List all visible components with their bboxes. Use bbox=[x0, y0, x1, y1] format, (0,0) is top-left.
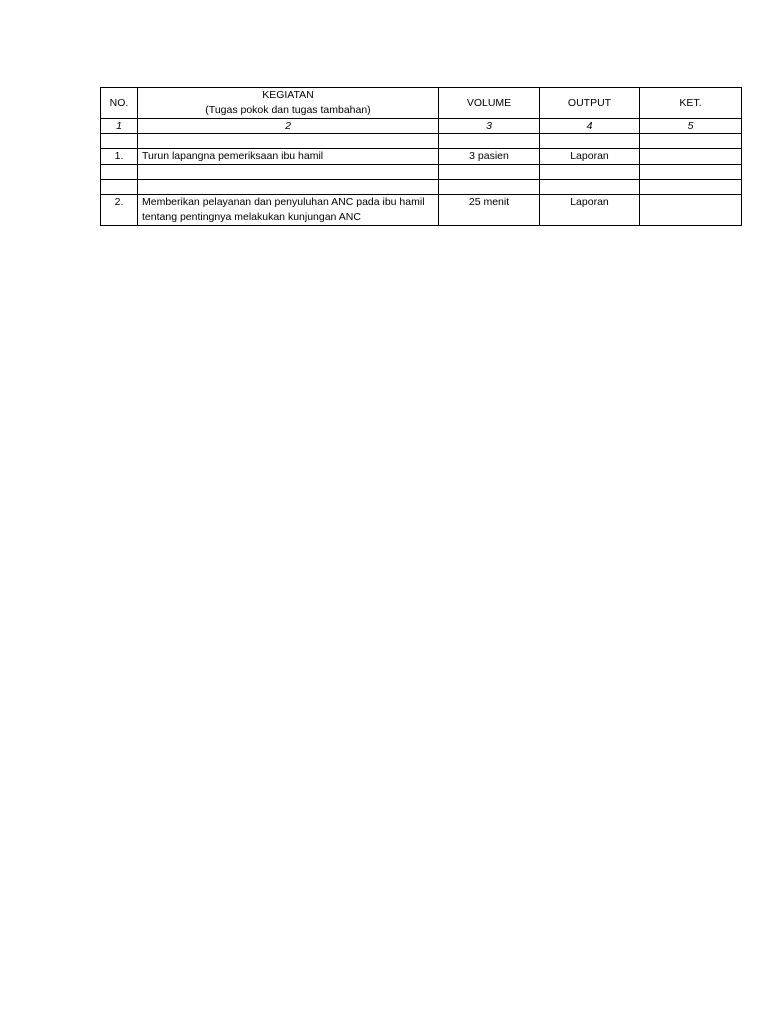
empty-row bbox=[101, 165, 742, 180]
column-number: 4 bbox=[540, 119, 640, 134]
column-number-row bbox=[101, 119, 742, 134]
empty-row bbox=[101, 134, 742, 149]
empty-cell bbox=[138, 165, 439, 180]
empty-row bbox=[101, 180, 742, 195]
empty-cell bbox=[540, 180, 640, 195]
header-kegiatan-title: KEGIATAN bbox=[262, 89, 314, 101]
row-ket bbox=[640, 149, 742, 165]
empty-cell bbox=[439, 165, 540, 180]
empty-cell bbox=[138, 134, 439, 149]
empty-cell bbox=[540, 165, 640, 180]
header-output: OUTPUT bbox=[540, 88, 640, 119]
row-output: Laporan bbox=[540, 195, 640, 226]
table-row bbox=[101, 195, 742, 226]
row-volume: 3 pasien bbox=[439, 149, 540, 165]
column-number: 2 bbox=[138, 119, 439, 134]
empty-cell bbox=[439, 180, 540, 195]
empty-cell bbox=[138, 180, 439, 195]
header-no: NO. bbox=[101, 88, 138, 119]
row-number: 1. bbox=[101, 149, 138, 165]
empty-cell bbox=[640, 134, 742, 149]
empty-cell bbox=[439, 134, 540, 149]
column-number: 3 bbox=[439, 119, 540, 134]
table-header-row bbox=[101, 88, 742, 119]
row-kegiatan: Turun lapangna pemeriksaan ibu hamil bbox=[138, 149, 439, 165]
row-ket bbox=[640, 195, 742, 226]
empty-cell bbox=[101, 134, 138, 149]
empty-cell bbox=[101, 180, 138, 195]
row-volume: 25 menit bbox=[439, 195, 540, 226]
header-volume: VOLUME bbox=[439, 88, 540, 119]
empty-cell bbox=[101, 165, 138, 180]
empty-cell bbox=[640, 165, 742, 180]
row-number: 2. bbox=[101, 195, 138, 226]
column-number: 5 bbox=[640, 119, 742, 134]
column-number: 1 bbox=[101, 119, 138, 134]
header-kegiatan-subtitle: (Tugas pokok dan tugas tambahan) bbox=[205, 104, 371, 116]
header-kegiatan bbox=[138, 88, 439, 119]
table-row bbox=[101, 149, 742, 165]
activity-table bbox=[100, 87, 742, 226]
header-ket: KET. bbox=[640, 88, 742, 119]
empty-cell bbox=[640, 180, 742, 195]
row-kegiatan: Memberikan pelayanan dan penyuluhan ANC pada ibu hamil tentang pentingnya melakukan kunjungan ANC bbox=[138, 195, 439, 226]
empty-cell bbox=[540, 134, 640, 149]
row-output: Laporan bbox=[540, 149, 640, 165]
